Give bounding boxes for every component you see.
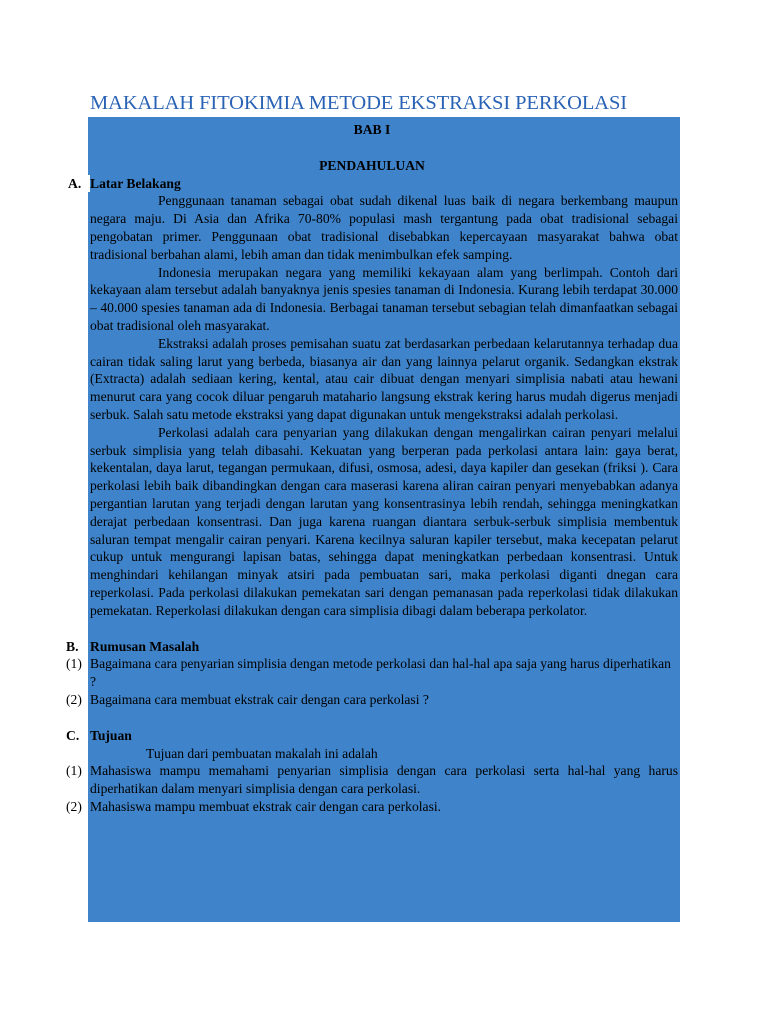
list-item: [66, 762, 678, 798]
list-number: (1): [66, 763, 82, 779]
paragraph: Perkolasi adalah cara penyarian yang dilakukan dengan mengalirkan cairan penyari melalui serbuk simplisia yang telah dibasahi. Kekuatan yang berperan pada perkolasi antara lain: gaya berat, kekentalan, daya larut, tegangan permukaan, difusi, osmosa, adesi, daya kapiler dan gesekan (friksi ). Cara perkolasi lebih baik dibandingkan dengan cara maserasi karena aliran cairan penyari menyebabkan adanya pergantian larutan yang terjadi dengan larutan yang konsentrasinya lebih rendah, sehingga meningkatkan derajat perbedaan konsentrasi. Dan juga karena ruangan diantara serbuk-serbuk simplisia membentuk saluran tempat mengalir cairan penyari. Karena kecilnya saluran kapiler tersebut, maka kecepatan pelarut cukup untuk mengurangi lapisan batas, sehingga dapat meningkatkan perbedaan konsentrasi. Untuk menghindari kehilangan minyak atsiri pada pembuatan sari, maka perkolasi diganti dnegan cara reperkolasi. Pada perkolasi dilakukan pemekatan sari dengan pemanasan pada reperkolasi tidak dilakukan pemekatan. Reperkolasi dilakukan dengan cara simplisia dibagi dalam beberapa perkolator.: [90, 424, 678, 618]
list-number: (1): [66, 656, 82, 672]
chapter-number: BAB I: [353, 122, 391, 137]
paragraph: Penggunaan tanaman sebagai obat sudah dikenal luas baik di negara berkembang maupun negara maju. Di Asia dan Afrika 70-80% populasi mash tergantung pada obat tradisional sebagai pengobatan primer. Penggunaan obat tradisional disebabkan kepercayaan masyarakat bahwa obat tradisional berbahan alami, lebih aman dan tidak menimbulkan efek samping.: [90, 193, 678, 262]
paragraph: Ekstraksi adalah proses pemisahan suatu zat berdasarkan perbedaan kelarutannya terhadap dua cairan tidak saling larut yang berbeda, biasanya air dan yang lainnya pelarut organik. Sedangkan ekstrak (Extracta) adalah sediaan kering, kental, atau cair dibuat dengan menyari simplisia nabati atau hewani menurut cara yang cocok diluar pengaruh matahario langsung ekstrak kering harus mudah digerus menjadi serbuk. Salah satu metode ekstraksi yang dapat digunakan untuk mengekstraksi adalah perkolasi.: [90, 335, 678, 422]
section-letter: A.: [66, 175, 90, 193]
purpose-list: [66, 762, 678, 815]
section-intro: Tujuan dari pembuatan makalah ini adalah: [146, 745, 378, 761]
paragraph: Indonesia merupakan negara yang memiliki kekayaan alam yang berlimpah. Contoh dari kekayaan alam tersebut adalah banyaknya jenis spesies tanaman di Indonesia. Kurang lebih terdapat 30.000 – 40.000 spesies tanaman ada di Indonesia. Berbagai tanaman tersebut sebagian telah dimanfaatkan sebagai obat tradisional oleh masyarakat.: [90, 264, 678, 333]
section-heading-tujuan: [66, 727, 678, 745]
list-item: [66, 798, 678, 816]
chapter-title: PENDAHULUAN: [319, 157, 425, 173]
section-heading-latar-belakang: [66, 175, 678, 193]
list-text: Bagaimana cara penyarian simplisia dengan metode perkolasi dan hal-hal apa saja yang harus diperhatikan ?: [90, 656, 671, 690]
list-number: (2): [66, 798, 82, 814]
document-body: [66, 121, 678, 816]
section-title: Tujuan: [90, 727, 132, 743]
problem-list: [66, 655, 678, 708]
list-text: Mahasiswa mampu membuat ekstrak cair dengan cara perkolasi.: [90, 798, 442, 814]
section-title: Latar Belakang: [90, 175, 181, 191]
list-number: (2): [66, 691, 82, 707]
list-text: Bagaimana cara membuat ekstrak cair dengan cara perkolasi ?: [90, 691, 429, 707]
list-text: Mahasiswa mampu memahami penyarian simplisia dengan cara perkolasi serta hal-hal yang harus diperhatikan dalam menyari simplisia dengan cara perkolasi.: [90, 763, 678, 797]
document-title: MAKALAH FITOKIMIA METODE EKSTRAKSI PERKOLASI: [90, 92, 627, 114]
list-item: [66, 655, 678, 691]
section-heading-rumusan-masalah: [66, 638, 678, 656]
section-letter: B.: [66, 638, 79, 654]
section-title: Rumusan Masalah: [90, 638, 200, 654]
list-item: [66, 691, 678, 709]
section-letter: C.: [66, 727, 80, 743]
